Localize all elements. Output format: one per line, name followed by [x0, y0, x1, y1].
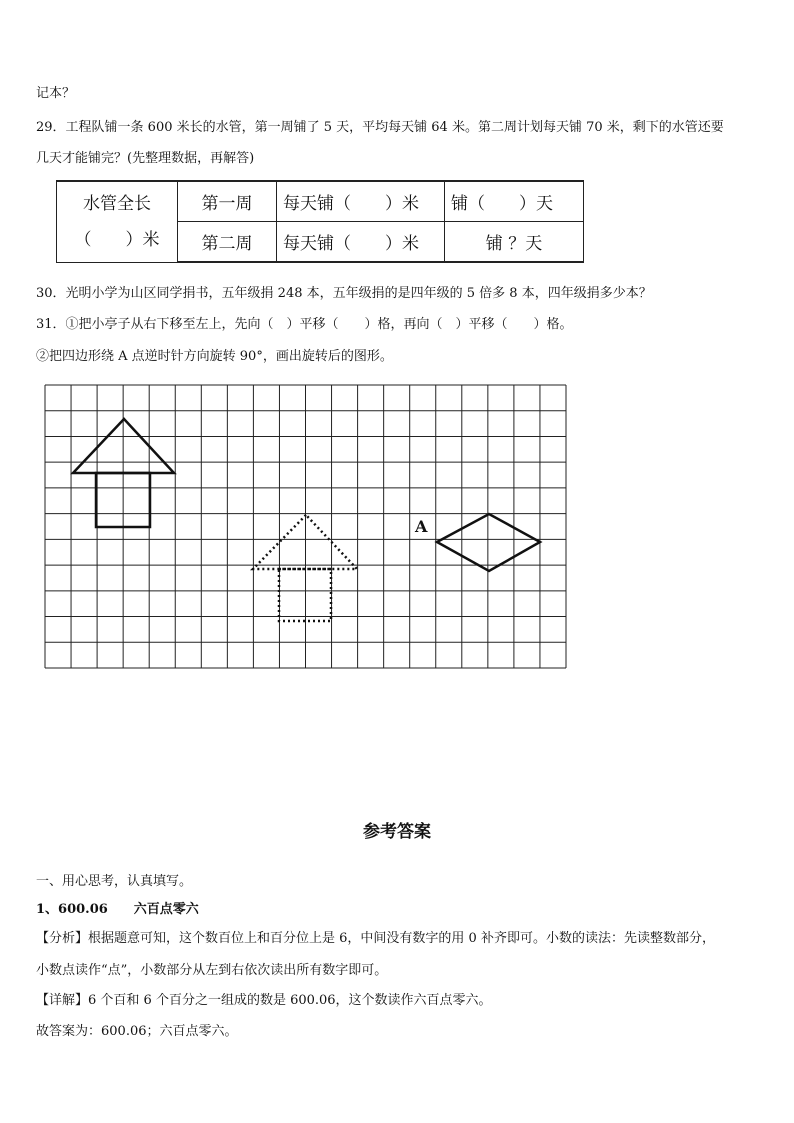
- grid-figure: [44, 384, 568, 674]
- answer-item-1: 1、600.06 六百点零六: [36, 902, 199, 917]
- total-length-label: 水管全长: [83, 193, 151, 214]
- answer-detail: 【详解】6 个百和 6 个百分之一组成的数是 600.06，这个数读作六百点零六。: [36, 993, 492, 1008]
- answer-conclusion: 故答案为：600.06；六百点零六。: [36, 1024, 238, 1039]
- week1-daily-blank: 每天铺（ ）米: [277, 181, 445, 222]
- pipe-data-table: [56, 180, 584, 263]
- grid-svg: [44, 384, 568, 670]
- answer-section-heading: 一、用心思考，认真填写。: [36, 874, 193, 889]
- answer-analysis: 【分析】根据题意可知，这个数百位上和百分位上是 6，中间没有数字的用 0 补齐即可。小数的读法：先读整数部分，: [36, 931, 715, 946]
- week1-label: 第一周: [178, 181, 277, 222]
- quadrilateral-shape: [437, 514, 540, 571]
- question-30: 30．光明小学为山区同学捐书，五年级捐 248 本，五年级捐的是四年级的 5 倍多 8 本，四年级捐多少本？: [36, 286, 652, 301]
- previous-question-tail: 记本？: [36, 86, 76, 101]
- point-a-label: A: [415, 517, 428, 536]
- total-length-blank: （ ）米: [74, 229, 160, 250]
- week2-label: 第二周: [178, 222, 277, 263]
- answer-section-title: 参考答案: [363, 822, 431, 842]
- week2-days-unknown: 铺 ？天: [445, 222, 584, 263]
- week1-days-blank: 铺（ ）天: [445, 181, 584, 222]
- total-length-cell: [57, 181, 178, 262]
- question-29-line-1: 29．工程队铺一条 600 米长的水管，第一周铺了 5 天，平均每天铺 64 米。第二周计划每天铺 70 米，剩下的水管还要: [36, 120, 724, 135]
- question-31-part-1: 31．①把小亭子从右下移至左上，先向（ ）平移（ ）格，再向（ ）平移（ ）格。: [36, 317, 573, 332]
- table-row: [57, 181, 584, 222]
- answer-analysis-cont: 小数点读作“点”，小数部分从左到右依次读出所有数字即可。: [36, 963, 388, 978]
- week2-daily-blank: 每天铺（ ）米: [277, 222, 445, 263]
- question-31-part-2: ②把四边形绕 A 点逆时针方向旋转 90°，画出旋转后的图形。: [36, 349, 393, 364]
- question-29-line-2: 几天才能铺完？(先整理数据，再解答): [36, 151, 255, 166]
